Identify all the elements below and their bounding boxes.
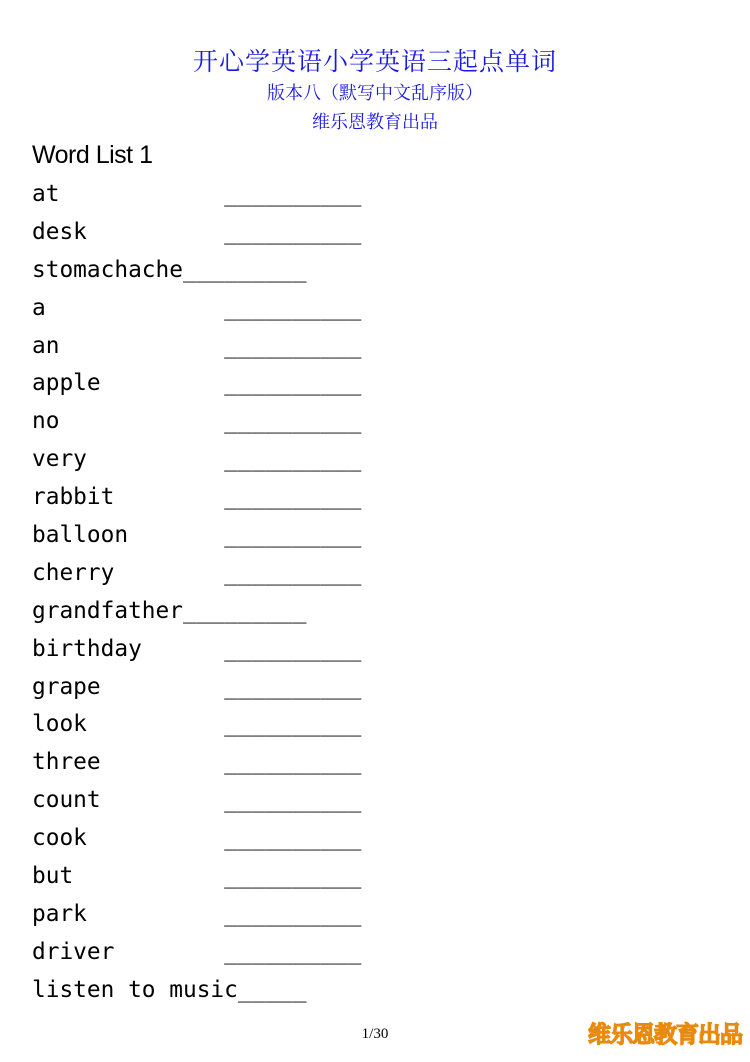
word-row: grandfather_________: [32, 597, 307, 624]
word-row: driver __________: [32, 938, 362, 965]
page-number: 1/30: [361, 1026, 389, 1042]
document-subtitle: 版本八（默写中文乱序版）: [267, 83, 483, 104]
word-row: an __________: [32, 332, 362, 359]
word-row: very __________: [32, 446, 362, 473]
word-row: at __________: [32, 181, 362, 207]
word-list: [32, 176, 361, 1010]
word-row: listen to music_____: [32, 976, 307, 1003]
word-row: three __________: [32, 749, 362, 776]
document-title: 开心学英语小学英语三起点单词: [192, 47, 557, 76]
word-row: balloon __________: [32, 522, 362, 549]
word-row: apple __________: [32, 370, 362, 397]
word-list-heading: Word List 1: [32, 141, 153, 169]
word-row: stomachache_________: [32, 256, 307, 283]
word-row: birthday __________: [32, 635, 362, 662]
word-row: desk __________: [32, 218, 362, 245]
word-row: no __________: [32, 408, 362, 435]
word-row: cook __________: [32, 825, 362, 852]
word-row: look __________: [32, 711, 362, 738]
publisher-line: 维乐恩教育出品: [312, 112, 438, 133]
word-row: count __________: [32, 787, 362, 814]
word-row: park __________: [32, 900, 362, 927]
word-row: rabbit __________: [32, 484, 362, 511]
publisher-watermark: 维乐恩教育出品: [588, 1022, 742, 1048]
word-row: cherry __________: [32, 559, 362, 586]
word-row: a __________: [32, 294, 362, 321]
word-row: grape __________: [32, 673, 362, 700]
word-row: but __________: [32, 863, 362, 890]
